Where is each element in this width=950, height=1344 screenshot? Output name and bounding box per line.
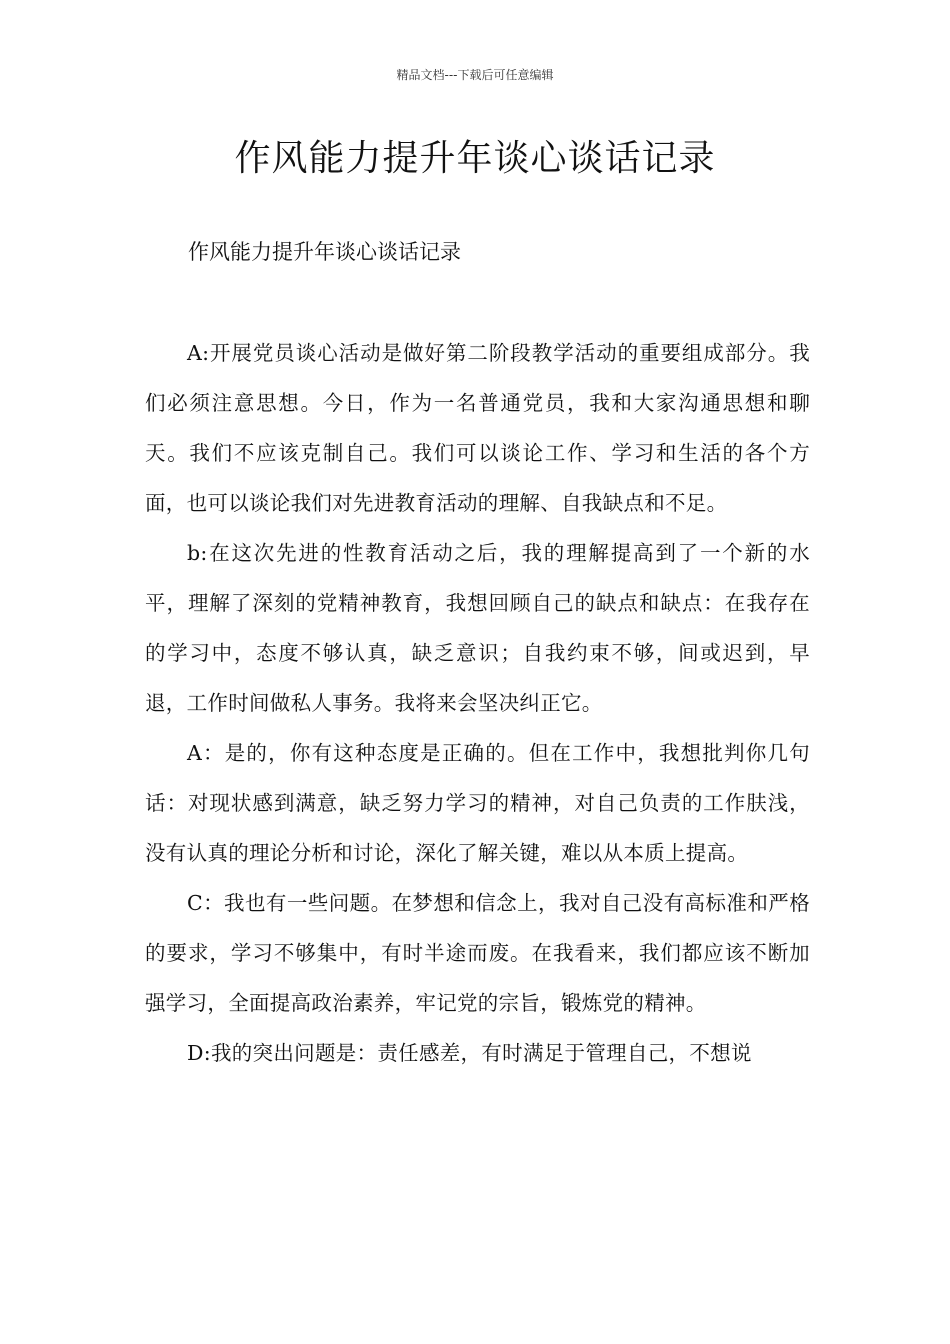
paragraph-c: C：我也有一些问题。在梦想和信念上，我对自己没有高标准和严格的要求，学习不够集中，有时半途而废。在我看来，我们都应该不断加强学习，全面提高政治素养，牢记党的宗旨，锻炼党的精神。 <box>145 891 810 1015</box>
page-title: 作风能力提升年谈心谈话记录 <box>234 138 716 179</box>
paragraph-a: A:开展党员谈心活动是做好第二阶段教学活动的重要组成部分。我们必须注意思想。今日，作为一名普通党员，我和大家沟通思想和聊天。我们不应该克制自己。我们可以谈论工作、学习和生活的各个方面，也可以谈论我们对先进教育活动的理解、自我缺点和不足。 <box>145 341 810 515</box>
paragraph-d: D:我的突出问题是：责任感差，有时满足于管理自己，不想说 <box>187 1041 752 1065</box>
header-note: 精品文档---下载后可任意编辑 <box>396 68 554 82</box>
paragraph-a-reply: A：是的，你有这种态度是正确的。但在工作中，我想批判你几句话：对现状感到满意，缺乏努力学习的精神，对自己负责的工作肤浅，没有认真的理论分析和讨论，深化了解关键，难以从本质上提高。 <box>145 741 810 865</box>
subtitle: 作风能力提升年谈心谈话记录 <box>188 240 461 264</box>
body-text <box>145 328 810 1078</box>
paragraph-b: b:在这次先进的性教育活动之后，我的理解提高到了一个新的水平，理解了深刻的党精神教育，我想回顾自己的缺点和缺点：在我存在的学习中，态度不够认真，缺乏意识；自我约束不够，间或迟到，早退，工作时间做私人事务。我将来会坚决纠正它。 <box>145 541 810 715</box>
